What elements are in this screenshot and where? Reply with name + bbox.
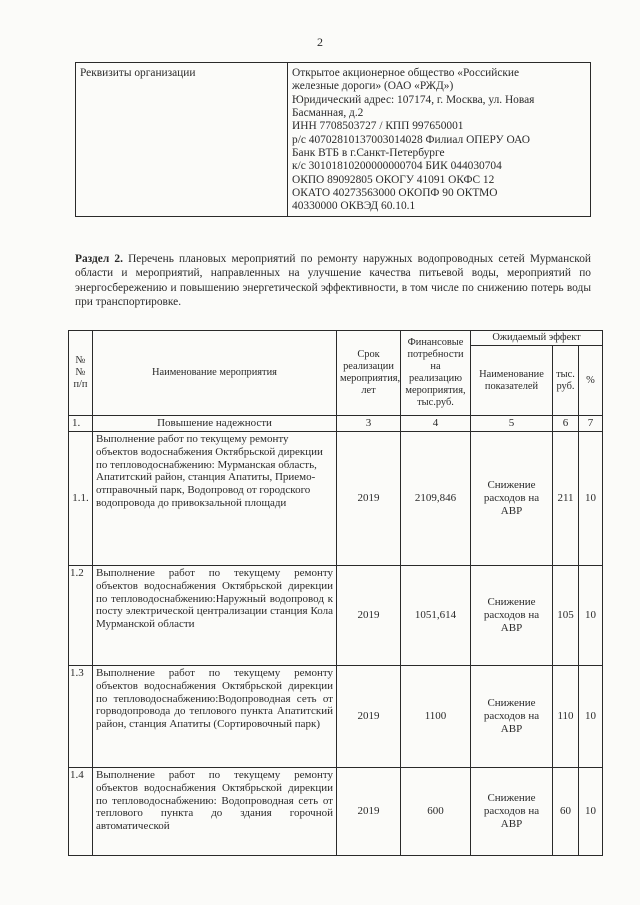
row-effect: Снижение расходов на АВР bbox=[471, 665, 553, 767]
row-rub: 110 bbox=[553, 665, 579, 767]
index-cell-5: 5 bbox=[471, 416, 553, 432]
row-effect: Снижение расходов на АВР bbox=[471, 565, 553, 665]
row-rub: 60 bbox=[553, 767, 579, 855]
row-percent: 10 bbox=[579, 767, 603, 855]
row-effect: Снижение расходов на АВР bbox=[471, 431, 553, 565]
header-percent: % bbox=[579, 346, 603, 416]
row-percent: 10 bbox=[579, 431, 603, 565]
header-num: №№ п/п bbox=[69, 331, 93, 416]
row-term: 2019 bbox=[337, 565, 401, 665]
requisites-table bbox=[75, 62, 591, 217]
requisites-details bbox=[288, 63, 591, 217]
index-cell-2: Повышение надежности bbox=[93, 416, 337, 432]
requisites-line: Открытое акционерное общество «Российские bbox=[292, 67, 520, 79]
requisites-line: Банк ВТБ в г.Санкт-Петербурге bbox=[292, 147, 445, 160]
requisites-line: р/с 40702810137003014028 Филиал ОПЕРУ ОАО bbox=[292, 133, 530, 146]
row-name: Выполнение работ по текущему ремонту объектов водоснабжения Октябрьской дирекции по тепловодоснабжению:Водопроводная сеть от горводопровода до теплового пункта Апатитский район, станция Апатиты (Сортировочный парк) bbox=[93, 665, 337, 767]
header-term: Срок реализации мероприятия, лет bbox=[337, 331, 401, 416]
table-index-row bbox=[69, 416, 603, 432]
header-name: Наименование мероприятия bbox=[93, 331, 337, 416]
requisites-line: ОКПО 89092805 ОКОГУ 41091 ОКФС 12 bbox=[292, 173, 495, 186]
page-number: 2 bbox=[317, 35, 323, 49]
index-cell-1: 1. bbox=[69, 416, 93, 432]
row-finance: 600 bbox=[401, 767, 471, 855]
index-cell-3: 3 bbox=[337, 416, 401, 432]
row-effect: Снижение расходов на АВР bbox=[471, 767, 553, 855]
requisites-line: ИНН 7708503727 / КПП 997650001 bbox=[292, 120, 464, 133]
table-header-row bbox=[69, 331, 603, 346]
row-name: Выполнение работ по текущему ремонту объектов водоснабжения Октябрьской дирекции по тепловодоснабжению:Наружный водопровод к посту электрической централизации станция Кола Мурманской области bbox=[93, 565, 337, 665]
requisites-line: железные дороги» (ОАО «РЖД») bbox=[292, 80, 454, 93]
row-term: 2019 bbox=[337, 431, 401, 565]
events-table bbox=[68, 330, 603, 856]
table-row bbox=[69, 431, 603, 565]
requisites-line: 40330000 ОКВЭД 60.10.1 bbox=[292, 200, 416, 213]
requisites-line: ОКАТО 40273563000 ОКОПФ 90 ОКТМО bbox=[292, 187, 498, 200]
section-text: Перечень плановых мероприятий по ремонту наружных водопроводных сетей Мурманской области и мероприятий, направленных на улучшение качества питьевой воды, мероприятий по энергосбережению и повышению энергетической эффективности, в том числе по снижению потерь воды при транспортировке. bbox=[75, 253, 591, 308]
header-effect: Ожидаемый эффект bbox=[471, 331, 603, 346]
section-paragraph bbox=[75, 252, 591, 309]
row-finance: 2109,846 bbox=[401, 431, 471, 565]
row-num: 1.4 bbox=[69, 767, 93, 855]
row-rub: 211 bbox=[553, 431, 579, 565]
header-rub: тыс. руб. bbox=[553, 346, 579, 416]
requisites-row bbox=[76, 63, 591, 217]
row-num: 1.2 bbox=[69, 565, 93, 665]
row-rub: 105 bbox=[553, 565, 579, 665]
table-row bbox=[69, 565, 603, 665]
header-indicator: Наименование показателей bbox=[471, 346, 553, 416]
requisites-line: к/с 30101810200000000704 БИК 044030704 bbox=[292, 160, 502, 173]
row-term: 2019 bbox=[337, 665, 401, 767]
row-finance: 1100 bbox=[401, 665, 471, 767]
row-percent: 10 bbox=[579, 665, 603, 767]
row-percent: 10 bbox=[579, 565, 603, 665]
row-name: Выполнение работ по текущему ремонту объектов водоснабжения Октябрьской дирекции по тепловодоснабжению: Мурманская область, Апатитский район, станция Апатиты, Приемо-отправочный парк, Водопровод от городского водопровода до привокзальной площади bbox=[93, 431, 337, 565]
requisites-line: Басманная, д.2 bbox=[292, 107, 364, 120]
requisites-line: Юридический адрес: 107174, г. Москва, ул. Новая bbox=[292, 93, 535, 106]
row-num: 1.3 bbox=[69, 665, 93, 767]
section-heading: Раздел 2. bbox=[75, 253, 123, 265]
index-cell-6: 6 bbox=[553, 416, 579, 432]
table-row bbox=[69, 665, 603, 767]
row-name: Выполнение работ по текущему ремонту объектов водоснабжения Октябрьской дирекции по тепловодоснабжению: Водопроводная сеть от теплового пункта до здания горочной автоматической bbox=[93, 767, 337, 855]
row-num: 1.1. bbox=[69, 431, 93, 565]
requisites-label: Реквизиты организации bbox=[76, 63, 288, 217]
header-finance: Финансовые потребности на реализацию мероприятия, тыс.руб. bbox=[401, 331, 471, 416]
table-row bbox=[69, 767, 603, 855]
index-cell-7: 7 bbox=[579, 416, 603, 432]
index-cell-4: 4 bbox=[401, 416, 471, 432]
row-finance: 1051,614 bbox=[401, 565, 471, 665]
row-term: 2019 bbox=[337, 767, 401, 855]
